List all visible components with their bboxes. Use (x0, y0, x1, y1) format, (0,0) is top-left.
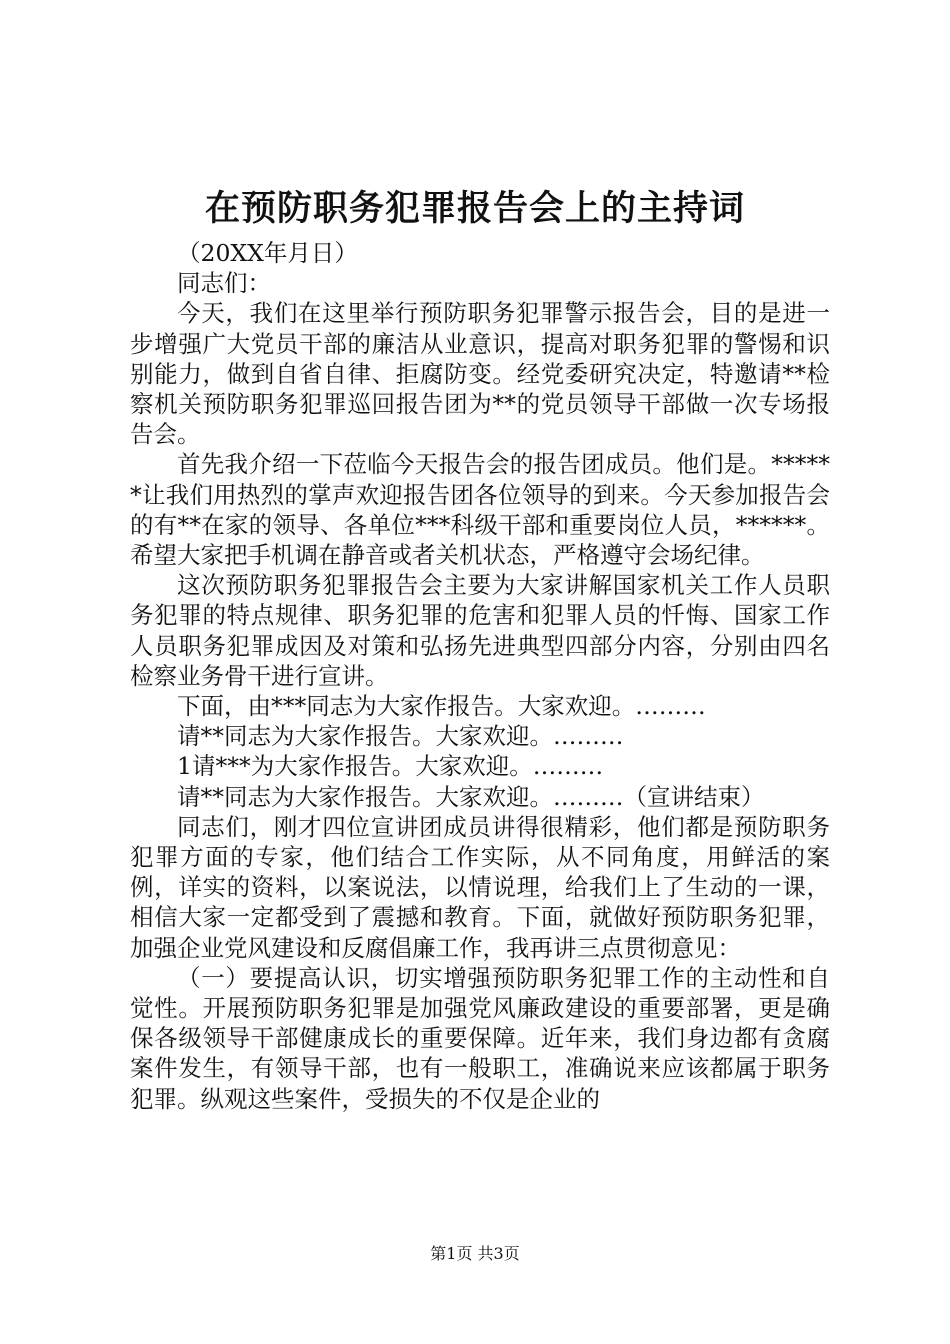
document-title: 在预防职务犯罪报告会上的主持词 (204, 188, 745, 229)
date-line: （20XX年月日） (177, 239, 358, 267)
paragraph: 这次预防职务犯罪报告会主要为大家讲解国家机关工作人员职务犯罪的特点规律、职务犯罪的危害和犯罪人员的忏悔、国家工作人员职务犯罪成因及对策和弘扬先进典型四部分内容，分别由四名检察业务骨干进行宣讲。 (130, 571, 830, 690)
paragraph: 首先我介绍一下莅临今天报告会的报告团成员。他们是。******让我们用热烈的掌声欢迎报告团各位领导的到来。今天参加报告会的有**在家的领导、各单位***科级干部和重要岗位人员，******。希望大家把手机调在静音或者关机状态，严格遵守会场纪律。 (130, 450, 830, 570)
page-footer: 第1页 共3页 (430, 1244, 520, 1263)
document-body (130, 238, 830, 1114)
paragraph: 下面，由***同志为大家作报告。大家欢迎。……… (177, 692, 706, 721)
salutation: 同志们： (177, 269, 271, 298)
paragraph: 请**同志为大家作报告。大家欢迎。……… (177, 722, 624, 751)
paragraph: 1请***为大家作报告。大家欢迎。……… (177, 752, 604, 781)
paragraph: （一）要提高认识，切实增强预防职务犯罪工作的主动性和自觉性。开展预防职务犯罪是加强党风廉政建设的重要部署，更是确保各级领导干部健康成长的重要保障。近年来，我们身边都有贪腐案件发生，有领导干部，也有一般职工，准确说来应该都属于职务犯罪。纵观这些案件，受损失的不仅是企业的 (130, 963, 830, 1113)
paragraph: 同志们，刚才四位宣讲团成员讲得很精彩，他们都是预防职务犯罪方面的专家，他们结合工作实际，从不同角度，用鲜活的案例，详实的资料，以案说法，以情说理，给我们上了生动的一课，相信大家一定都受到了震撼和教育。下面，就做好预防职务犯罪，加强企业党风建设和反腐倡廉工作，我再讲三点贯彻意见： (130, 812, 830, 962)
paragraph: 请**同志为大家作报告。大家欢迎。………（宣讲结束） (177, 782, 765, 811)
paragraph: 今天，我们在这里举行预防职务犯罪警示报告会，目的是进一步增强广大党员干部的廉洁从业意识，提高对职务犯罪的警惕和识别能力，做到自省自律、拒腐防变。经党委研究决定，特邀请**检察机关预防职务犯罪巡回报告团为**的党员领导干部做一次专场报告会。 (130, 299, 830, 449)
